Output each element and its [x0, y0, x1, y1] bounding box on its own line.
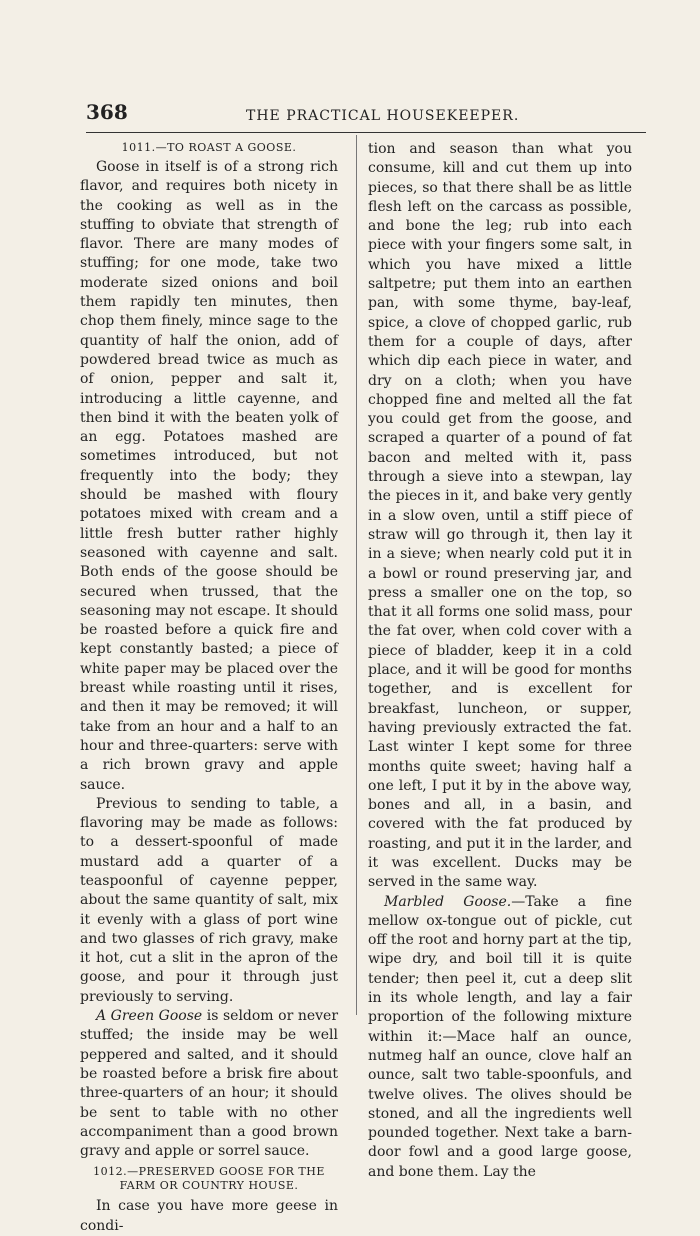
column-divider	[356, 135, 357, 1015]
page-number: 368	[86, 100, 128, 124]
paragraph-marbled-goose	[368, 893, 632, 1182]
right-column	[368, 140, 632, 1182]
paragraph-green-goose	[80, 1007, 338, 1161]
green-goose-title: A Green Goose	[96, 1008, 203, 1025]
marbled-goose-title: Marbled Goose.	[384, 893, 512, 910]
paragraph-preserved-goose-start: In case you have more geese in condi-	[80, 1198, 338, 1234]
paragraph-preserved-goose-cont: tion and season than what you consume, kill and cut them up into pieces, so that there shall be as little flesh left on the carcass as possible, and bone the leg; rub into each piece with your fingers some salt, in which you have mixed a little saltpetre; put them into an earthen pan, with some thyme, bay-leaf, spice, a clove of chopped garlic, rub them for a couple of days, after which dip each piece in water, and dry on a cloth; when you have chopped fine and melted all the fat you could get from the goose, and scraped a quarter of a pound of fat bacon and melted with it, pass through a sieve into a stewpan, lay the pieces in it, and bake very gently in a slow oven, until a stiff piece of straw will go through it, then lay it in a sieve; when nearly cold put it in a bowl or round preserving jar, and press a smaller one on the top, so that it all forms one solid mass, pour the fat over, when cold cover with a piece of bladder, keep it in a cold place, and it will be good for months together, and is excellent for breakfast, luncheon, or supper, having previously extracted the fat. Last winter I kept some for three months quite sweet; having half a one left, I put it by in the above way, bones and all, in a basin, and covered with the fat produced by roasting, and put it in the larder, and it was excellent. Ducks may be served in the same way.	[368, 141, 632, 891]
left-column	[80, 140, 338, 1236]
running-head: THE PRACTICAL HOUSEKEEPER.	[246, 108, 520, 124]
paragraph-flavoring: Previous to sending to table, a flavoring may be made as follows: to a dessert-spoonful of made mustard add a quarter of a teaspoonful of cayenne pepper, about the same quantity of salt, mix it evenly with a glass of port wine and two glasses of rich gravy, make it hot, cut a slit in the apron of the goose, and pour it through just previously to serving.	[80, 795, 338, 1005]
page-header	[86, 100, 646, 133]
paragraph-roast-goose: Goose in itself is of a strong rich flavor, and requires both nicety in the cooking as well as in the stuffing to obviate that strength of flavor. There are many modes of stuffing; for one mode, take two moderate sized onions and boil them rapidly ten minutes, then chop them finely, mince sage to the quantity of half the onion, add of powdered bread twice as much as of onion, pepper and salt it, introducing a little cayenne, and then bind it with the beaten yolk of an egg. Potatoes mashed are sometimes introduced, but not frequently into the body; they should be mashed with floury potatoes mixed with cream and a little fresh butter rather highly seasoned with cayenne and salt. Both ends of the goose should be secured when trussed, that the seasoning may not escape. It should be roasted before a quick fire and kept constantly basted; a piece of white paper may be placed over the breast while roasting until it rises, and then it may be removed; it will take from an hour and a half to an hour and three-quarters: serve with a rich brown gravy and apple sauce.	[80, 159, 338, 793]
recipe-heading-1011: 1011.—TO ROAST A GOOSE.	[121, 141, 297, 154]
recipe-heading-1012: 1012.—PRESERVED GOOSE FOR THE FARM OR COUNTRY HOUSE.	[93, 1165, 325, 1193]
marbled-goose-text: —Take a fine mellow ox-tongue out of pickle, cut off the root and horny part at the tip, wipe dry, and boil till it is quite tender; then peel it, cut a deep slit in its whole length, and lay a fair proportion of the following mixture within it:—Mace half an ounce, nutmeg half an ounce, clove half an ounce, salt two table-spoonfuls, and twelve olives. The olives should be stoned, and all the ingredients well pounded together. Next take a barn-door fowl and a good large goose, and bone them. Lay the	[368, 893, 632, 1180]
green-goose-text: is seldom or never stuffed; the inside may be well peppered and salted, and it should be roasted before a brisk fire about three-quarters of an hour; it should be sent to table with no other accompaniment than a good brown gravy and apple or sorrel sauce.	[80, 1008, 339, 1160]
